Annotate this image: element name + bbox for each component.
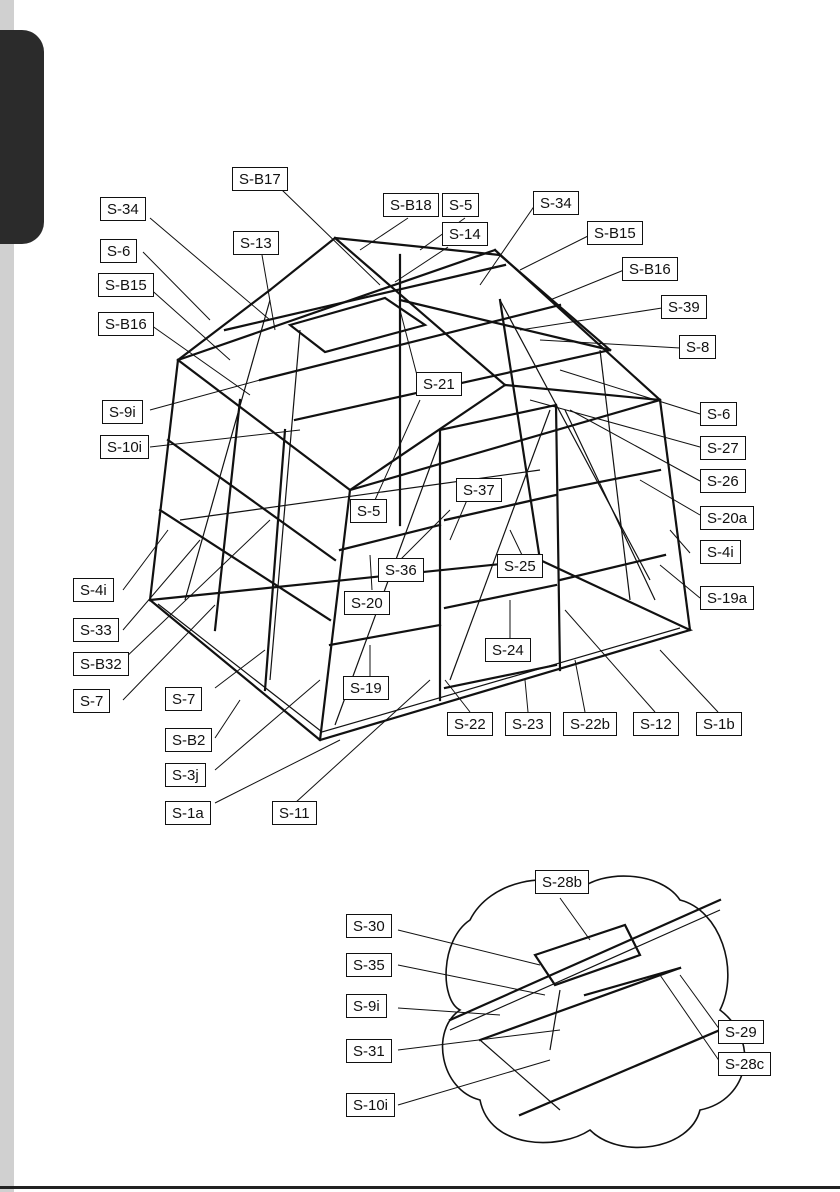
- detail-label-s-10i: S-10i: [346, 1093, 395, 1117]
- detail-label-s-29: S-29: [718, 1020, 764, 1044]
- label-s-b18: S-B18: [383, 193, 439, 217]
- label-s-7-inner: S-7: [165, 687, 202, 711]
- label-s-36: S-36: [378, 558, 424, 582]
- bottom-rule: [0, 1186, 840, 1189]
- label-s-3j: S-3j: [165, 763, 206, 787]
- label-s-b15-left: S-B15: [98, 273, 154, 297]
- label-s-13: S-13: [233, 231, 279, 255]
- label-s-5-mid: S-5: [350, 499, 387, 523]
- label-s-37: S-37: [456, 478, 502, 502]
- label-s-39: S-39: [661, 295, 707, 319]
- detail-label-s-28b: S-28b: [535, 870, 589, 894]
- label-s-b16-left: S-B16: [98, 312, 154, 336]
- detail-label-s-35: S-35: [346, 953, 392, 977]
- label-s-b16-right: S-B16: [622, 257, 678, 281]
- label-s-20: S-20: [344, 591, 390, 615]
- label-s-21: S-21: [416, 372, 462, 396]
- label-s-33: S-33: [73, 618, 119, 642]
- label-s-24: S-24: [485, 638, 531, 662]
- label-s-34-left: S-34: [100, 197, 146, 221]
- label-s-6-left: S-6: [100, 239, 137, 263]
- label-s-27: S-27: [700, 436, 746, 460]
- label-s-25: S-25: [497, 554, 543, 578]
- label-s-b15-right: S-B15: [587, 221, 643, 245]
- label-s-34-right: S-34: [533, 191, 579, 215]
- label-s-b17: S-B17: [232, 167, 288, 191]
- detail-label-s-31: S-31: [346, 1039, 392, 1063]
- label-s-4i-right: S-4i: [700, 540, 741, 564]
- label-s-4i-left: S-4i: [73, 578, 114, 602]
- label-s-b2: S-B2: [165, 728, 212, 752]
- label-s-22: S-22: [447, 712, 493, 736]
- label-s-11: S-11: [272, 801, 317, 825]
- greenhouse-frame: [150, 238, 690, 740]
- label-s-5-top: S-5: [442, 193, 479, 217]
- detail-label-s-28c: S-28c: [718, 1052, 771, 1076]
- label-s-19a: S-19a: [700, 586, 754, 610]
- label-s-19: S-19: [343, 676, 389, 700]
- label-s-12: S-12: [633, 712, 679, 736]
- label-s-26: S-26: [700, 469, 746, 493]
- label-s-23: S-23: [505, 712, 551, 736]
- label-s-14: S-14: [442, 222, 488, 246]
- label-s-22b: S-22b: [563, 712, 617, 736]
- label-s-b32: S-B32: [73, 652, 129, 676]
- label-s-10i: S-10i: [100, 435, 149, 459]
- label-s-7-outer: S-7: [73, 689, 110, 713]
- detail-label-s-30: S-30: [346, 914, 392, 938]
- vent-detail-cloud: [443, 876, 745, 1147]
- label-s-8: S-8: [679, 335, 716, 359]
- label-s-6-right: S-6: [700, 402, 737, 426]
- label-s-20a: S-20a: [700, 506, 754, 530]
- label-s-1a: S-1a: [165, 801, 211, 825]
- detail-label-s-9i: S-9i: [346, 994, 387, 1018]
- label-s-9i: S-9i: [102, 400, 143, 424]
- label-s-1b: S-1b: [696, 712, 742, 736]
